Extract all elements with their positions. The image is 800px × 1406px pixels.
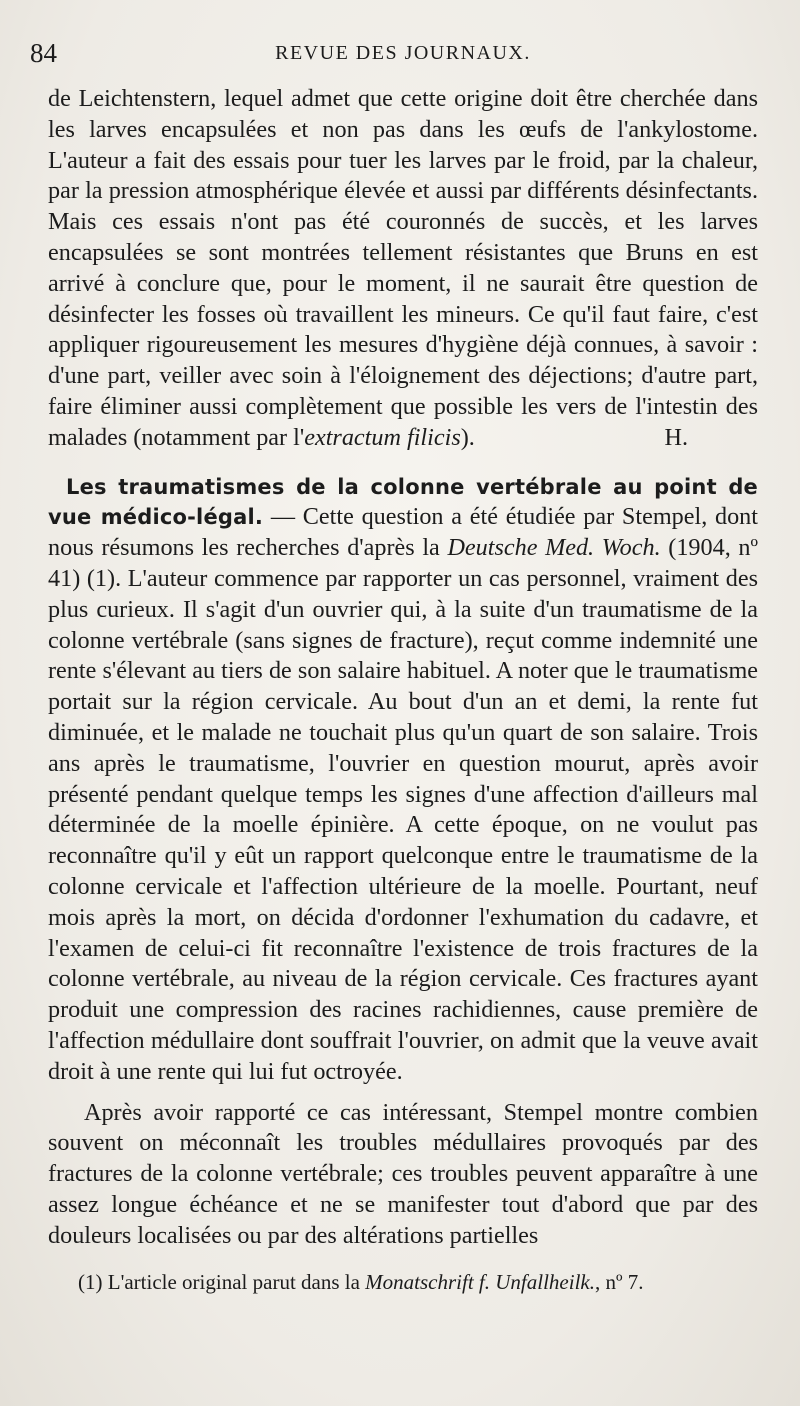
continuation-italic: extractum filicis — [304, 423, 461, 451]
continuation-paragraph — [48, 84, 758, 454]
footnote-text: (1) L'article original parut dans la — [78, 1270, 366, 1295]
journal-title: REVUE DES JOURNAUX. — [275, 42, 531, 64]
body-text — [48, 84, 758, 1251]
article-text-2: (1904, nº 41) (1). L'auteur commence par rapporter un cas personnel, vraiment des plus curieux. Il s'agit d'un ouvrier qui, à la suite d'un traumatisme de la colonne vertébrale (sans signes de fracture), reçut comme indemnité une rente s'élevant au tiers de son salaire habituel. A noter que le traumatisme portait sur la région cervicale. Au bout d'un an et demi, la rente fut diminuée, et le malade ne touchait plus qu'un quart de son salaire. Trois ans après le traumatisme, l'ouvrier en question mourut, après avoir présenté pendant quelque temps les signes d'une affection d'ailleurs mal déterminée de la moelle épinière. A cette époque, on ne voulut pas reconnaître qu'il y eût un rapport quelconque entre le traumatisme de la colonne cervicale et l'affection ultérieure de la moelle. Pourtant, neuf mois après la mort, on décida d'ordonner l'exhumation du cadavre, et l'examen de celui-ci fit reconnaître l'existence de trois fractures de la colonne vertébrale, au niveau de la région cervicale. Ces fractures ayant produit une compression des racines rachidiennes, cause première de l'affection médullaire dont souffrait l'ouvrier, on admit que la veuve avait droit à une rente qui lui fut octroyée. — [48, 534, 758, 1085]
footnote-end: , nº 7. — [594, 1270, 644, 1295]
running-head — [30, 38, 758, 74]
author-initial: H. — [664, 423, 688, 451]
continuation-end: ). — [460, 423, 475, 451]
continuation-text: de Leichtenstern, lequel admet que cette origine doit être cherchée dans les larves encapsulées et non pas dans les œufs de l'ankylostome. L'auteur a fait des essais pour tuer les larves par le froid, par la chaleur, par la pression atmosphérique élevée et aussi par différents désinfectants. Mais ces essais n'ont pas été couronnés de succès, et les larves encapsulées se sont montrées tellement résistantes que Bruns en est arrivé à conclure que, pour le moment, il ne saurait être question de désinfecter les fosses où travaillent les mineurs. Ce qu'il faut faire, c'est appliquer rigoureusement les mesures d'hygiène déjà connues, à savoir : d'une part, veiller avec soin à l'éloignement des déjections; d'autre part, faire éliminer aussi complètement que possible les vers de l'intestin des malades (notamment par l' — [48, 85, 758, 451]
article-paragraph — [48, 472, 758, 1088]
cited-journal: Deutsche Med. Woch. — [447, 534, 661, 562]
footnote-journal: Monatschrift f. Unfallheilk. — [365, 1270, 595, 1295]
article-text-1: — Cette question a été étudiée par Stempel, dont nous résumons les recherches d'après la — [48, 503, 759, 562]
article-title: Les traumatismes de la colonne vertébrale au point de vue médico-légal. — [48, 474, 758, 530]
page-number: 84 — [30, 38, 57, 68]
footnote — [48, 1269, 758, 1296]
article-paragraph-2: Après avoir rapporté ce cas intéressant, Stempel montre combien souvent on méconnaît les troubles médullaires provoqués par des fractures de la colonne vertébrale; ces troubles peuvent apparaître à une assez longue échéance et ne se manifester tout d'abord que par des douleurs localisées ou par des altérations partielles — [48, 1098, 758, 1249]
